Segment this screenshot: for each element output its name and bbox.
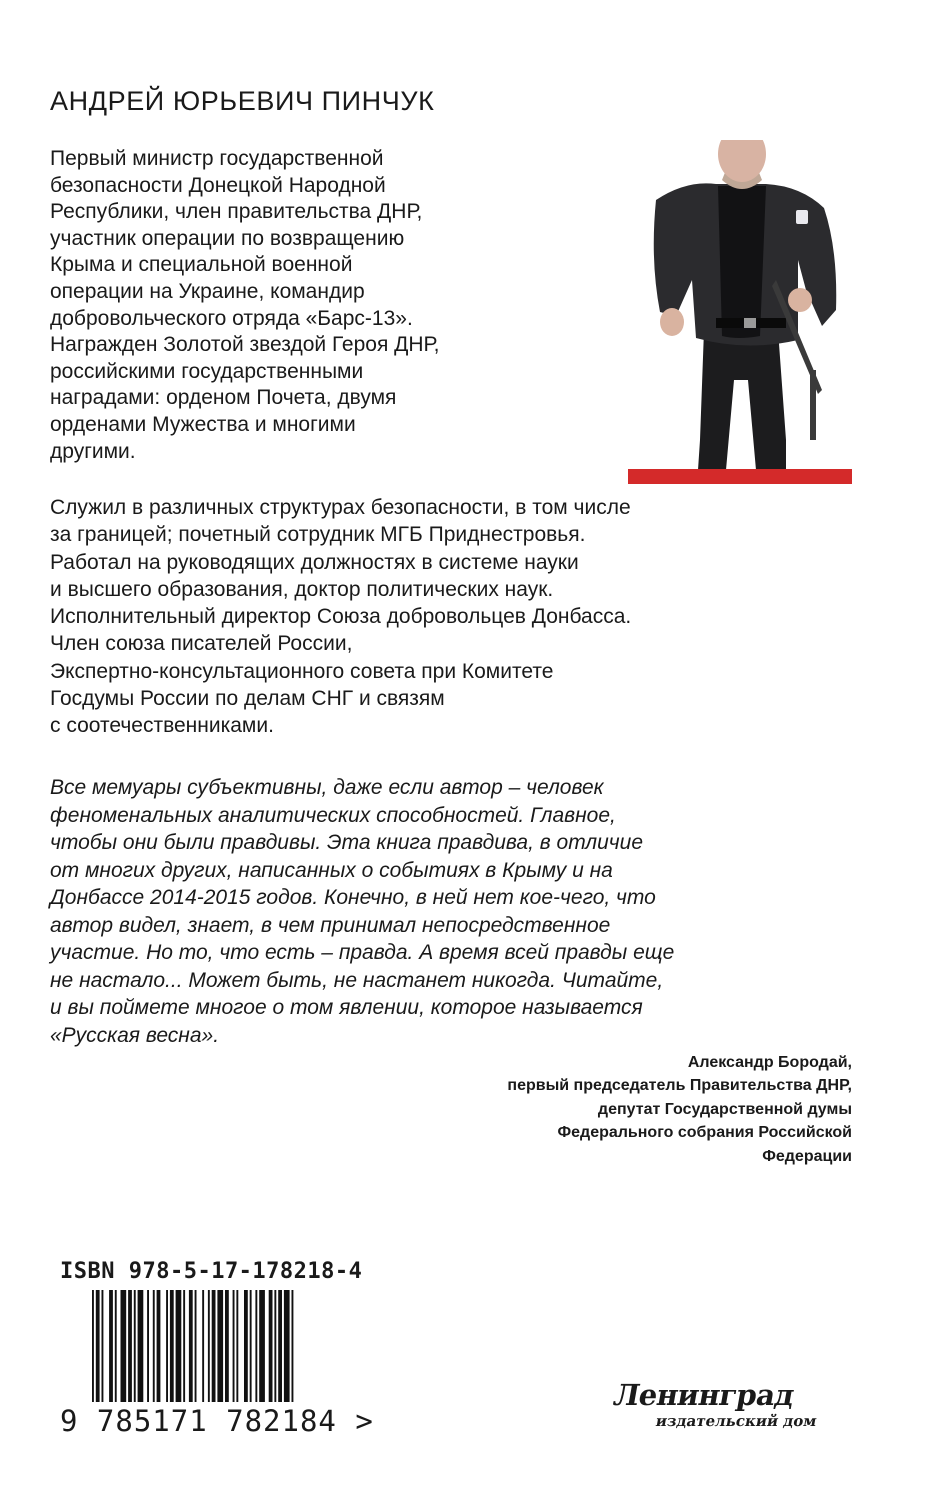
quote-line: не настало... Может быть, не настанет никогда. Читайте, bbox=[50, 968, 664, 992]
career-line: Работал на руководящих должностях в системе науки bbox=[50, 550, 579, 574]
bio-line: операции на Украине, командир bbox=[50, 279, 365, 303]
career-paragraph bbox=[50, 494, 900, 740]
author-name: АНДРЕЙ ЮРЬЕВИЧ ПИНЧУК bbox=[50, 86, 435, 116]
quote-line: и вы поймете многое о том явлении, которое называется bbox=[50, 996, 643, 1019]
career-line: Экспертно-консультационного совета при Комитете bbox=[50, 659, 554, 683]
quote-line: «Русская весна». bbox=[50, 1023, 220, 1047]
quote-line: от многих других, написанных о событиях в Крыму и на bbox=[50, 858, 613, 882]
quote-line: участие. Но то, что есть – правда. А время всей правды еще bbox=[50, 941, 675, 964]
bio-line: российскими государственными bbox=[50, 359, 364, 383]
attribution-line: первый председатель Правительства ДНР, bbox=[507, 1077, 852, 1095]
quote-line: Донбассе 2014-2015 годов. Конечно, в ней нет кое-чего, что bbox=[50, 886, 656, 909]
career-line: за границей; почетный сотрудник МГБ Приднестровья. bbox=[50, 523, 586, 547]
quote-attribution bbox=[507, 1051, 852, 1168]
bio-line: Республики, член правительства ДНР, bbox=[50, 200, 423, 224]
author-bio bbox=[50, 146, 550, 465]
attribution-line: Федерального собрания Российской bbox=[557, 1124, 852, 1142]
publisher-logo bbox=[608, 1376, 854, 1442]
isbn-label: ISBN 978-5-17-178218-4 bbox=[60, 1259, 363, 1284]
career-line: Член союза писателей России, bbox=[50, 632, 353, 656]
bio-line: Награжден Золотой звездой Героя ДНР, bbox=[50, 333, 440, 357]
author-photo bbox=[626, 140, 852, 470]
quote-line: автор видел, знает, в чем принимал непосредственное bbox=[50, 913, 611, 937]
barcode-digits: 9 785171 782184 > bbox=[60, 1404, 374, 1438]
bio-line: участник операции по возвращению bbox=[50, 226, 405, 250]
quote-line: чтобы они были правдивы. Эта книга правдива, в отличие bbox=[50, 831, 643, 854]
attribution-line: депутат Государственной думы bbox=[597, 1100, 852, 1118]
career-line: и высшего образования, доктор политических наук. bbox=[50, 577, 554, 601]
bio-line: наградами: орденом Почета, двумя bbox=[50, 386, 397, 410]
attribution-line: Федерации bbox=[762, 1147, 852, 1165]
bio-line: Первый министр государственной bbox=[50, 147, 384, 170]
bio-line: безопасности Донецкой Народной bbox=[50, 173, 386, 197]
career-line: Госдумы России по делам СНГ и связям bbox=[50, 687, 445, 711]
review-quote bbox=[50, 774, 900, 1049]
publisher-subtitle: издательский дом bbox=[654, 1412, 819, 1430]
quote-line: Все мемуары субъективны, даже если автор – человек bbox=[50, 776, 604, 799]
career-line: с соотечественниками. bbox=[50, 714, 274, 738]
accent-bar bbox=[628, 469, 852, 484]
bio-line: Крыма и специальной военной bbox=[50, 253, 353, 277]
career-line: Служил в различных структурах безопасности, в том числе bbox=[50, 496, 631, 519]
bio-line: орденами Мужества и многими bbox=[50, 412, 356, 436]
publisher-name: Ленинград bbox=[611, 1378, 797, 1412]
bio-line: другими. bbox=[50, 439, 136, 463]
bio-line: добровольческого отряда «Барс-13». bbox=[50, 306, 413, 330]
attribution-line: Александр Бородай, bbox=[687, 1054, 852, 1071]
quote-line: феноменальных аналитических способностей. Главное, bbox=[50, 803, 616, 827]
career-line: Исполнительный директор Союза добровольцев Донбасса. bbox=[50, 605, 632, 629]
